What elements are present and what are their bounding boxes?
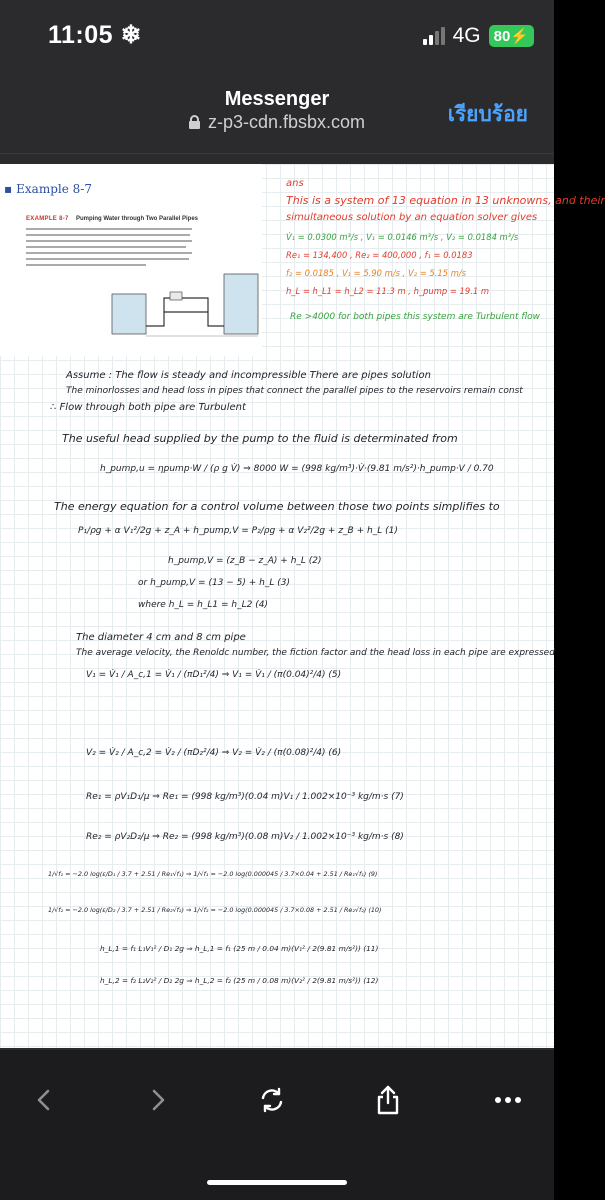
- status-indicators: [423, 24, 534, 48]
- back-button[interactable]: [22, 1078, 66, 1122]
- bottom-toolbar: [0, 1050, 554, 1200]
- hw-line-20: h_L,2 = f₂ L₂V₂² / D₂ 2g ⇒ h_L,2 = f₂ (25 m / 0.08 m)(V₂² / 2(9.81 m/s²)) (12): [100, 976, 379, 985]
- reload-button[interactable]: [250, 1078, 294, 1122]
- share-button[interactable]: [366, 1078, 410, 1122]
- hw-line-12: The average velocity, the Renoldc number, the fiction factor and the head loss in each pipe are expressed: [76, 648, 555, 658]
- hw-line-19: h_L,1 = f₁ L₁V₁² / D₁ 2g ⇒ h_L,1 = f₁ (25 m / 0.04 m)(V₁² / 2(9.81 m/s²)) (11): [100, 944, 379, 953]
- hw-line-15: Re₁ = ρV₁D₁/μ ⇒ Re₁ = (998 kg/m³)(0.04 m)V₁ / 1.002×10⁻³ kg/m·s (7): [86, 792, 404, 802]
- hw-line-17: 1/√f₁ = −2.0 log(ε/D₁ / 3.7 + 2.51 / Re₁√f₁) ⇒ 1/√f₁ = −2.0 log(0.000045 / 3.7×0.04 + 2.51 / Re₁√f₁) (9): [48, 870, 378, 878]
- result-line-1: V̇₁ = 0.0300 m³/s , V₁ = 0.0146 m³/s , V₂ = 0.0184 m³/s: [286, 232, 519, 242]
- example-excerpt: [0, 164, 262, 356]
- hw-line-1: Assume : The flow is steady and incompressible There are pipes solution: [66, 370, 431, 381]
- more-button[interactable]: [486, 1078, 530, 1122]
- result-line-4: h_L = h_L1 = h_L2 = 11.3 m , h_pump = 19.1 m: [286, 286, 490, 296]
- hw-line-2: The minorlosses and head loss in pipes that connect the parallel pipes to the reservoirs remain const: [66, 386, 523, 396]
- answer-label: ans: [286, 178, 304, 189]
- result-line-3: f₂ = 0.0185 , V₁ = 5.90 m/s , V₂ = 5.15 m/s: [286, 268, 467, 278]
- hw-line-13: V₁ = V̇₁ / A_c,1 = V̇₁ / (πD₁²/4) ⇒ V₁ = V̇₁ / (π(0.04)²/4) (5): [86, 670, 342, 680]
- status-bar: [0, 0, 554, 72]
- page-title: Messenger: [224, 88, 330, 110]
- chevron-right-icon: [148, 1088, 168, 1112]
- snowflake-icon: ❄: [120, 21, 142, 49]
- hw-line-8: h_pump,V = (z_B − z_A) + h_L (2): [168, 556, 322, 566]
- chevron-left-icon: [34, 1088, 54, 1112]
- share-icon: [375, 1085, 401, 1115]
- hw-line-11: The diameter 4 cm and 8 cm pipe: [76, 632, 246, 643]
- url-bar[interactable]: z-p3-cdn.fbsbx.com: [0, 112, 554, 133]
- example-label: EXAMPLE 8-7: [26, 216, 69, 222]
- hw-line-7: P₁/ρg + α V₁²/2g + z_A + h_pump,V = P₂/ρg + α V₂²/2g + z_B + h_L (1): [78, 526, 398, 536]
- browser-header: [0, 72, 554, 154]
- signal-icon: [423, 27, 445, 45]
- hw-line-4: The useful head supplied by the pump to the fluid is determinated from: [62, 432, 458, 445]
- hw-line-3: ∴ Flow through both pipe are Turbulent: [50, 402, 246, 413]
- answer-note-1: This is a system of 13 equation in 13 unknowns, and their: [286, 194, 605, 207]
- example-caption: Pumping Water through Two Parallel Pipes: [76, 216, 199, 222]
- hw-line-10: where h_L = h_L1 = h_L2 (4): [138, 600, 268, 610]
- battery-icon: 80⚡: [489, 25, 534, 47]
- status-time: 11:05 ❄: [48, 21, 142, 49]
- hw-line-5: h_pump,u = ηpump·W / (ρ g V̇) ⇒ 8000 W = (998 kg/m³)·V̇·(9.81 m/s²)·h_pump·V / 0.70: [100, 464, 494, 474]
- hw-line-6: The energy equation for a control volume between those two points simplifies to: [54, 500, 500, 513]
- content-area: [0, 154, 605, 1050]
- hw-line-14: V₂ = V̇₂ / A_c,2 = V̇₂ / (πD₂²/4) ⇒ V₂ = V̇₂ / (π(0.08)²/4) (6): [86, 748, 342, 758]
- done-button[interactable]: เรียบร้อย: [447, 103, 528, 126]
- answer-note-2: simultaneous solution by an equation solver gives: [286, 212, 538, 223]
- lock-icon: [189, 115, 200, 129]
- hw-line-18: 1/√f₂ = −2.0 log(ε/D₂ / 3.7 + 2.51 / Re₂√f₂) ⇒ 1/√f₂ = −2.0 log(0.000045 / 3.7×0.08 + 2.51 / Re₂√f₂) (10): [48, 906, 382, 914]
- document-image[interactable]: [0, 164, 605, 1048]
- forward-button[interactable]: [136, 1078, 180, 1122]
- reservoir-diagram: [112, 264, 262, 344]
- hw-line-16: Re₂ = ρV₂D₂/μ ⇒ Re₂ = (998 kg/m³)(0.08 m)V₂ / 1.002×10⁻³ kg/m·s (8): [86, 832, 404, 842]
- reload-icon: [258, 1086, 286, 1114]
- more-icon: [494, 1096, 522, 1104]
- result-line-2: Re₁ = 134,400 , Re₂ = 400,000 , f₁ = 0.0183: [286, 250, 473, 260]
- home-indicator: [207, 1180, 347, 1185]
- network-label: 4G: [452, 24, 481, 47]
- hw-line-9: or h_pump,V = (13 − 5) + h_L (3): [138, 578, 291, 588]
- example-heading: ▪ Example 8-7: [4, 182, 92, 196]
- turbulent-note: Re >4000 for both pipes this system are Turbulent flow: [290, 312, 541, 322]
